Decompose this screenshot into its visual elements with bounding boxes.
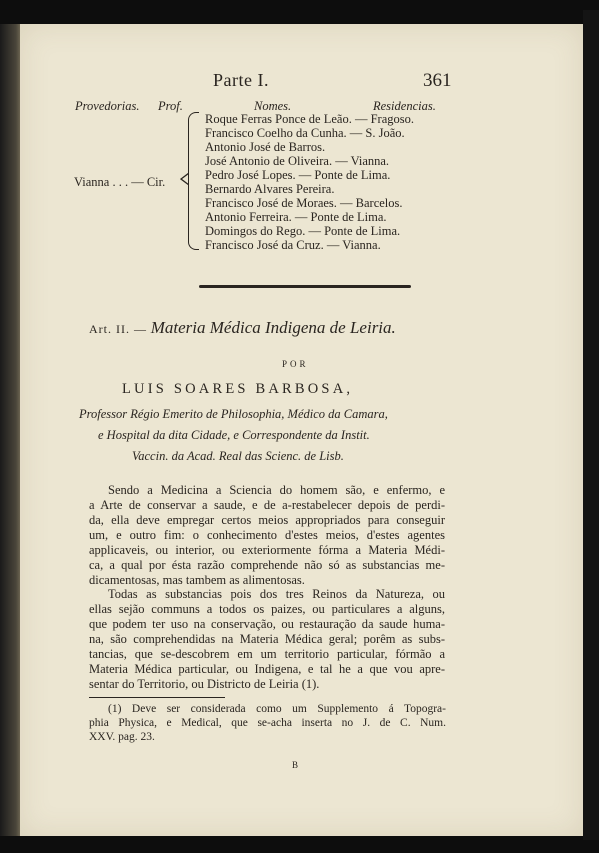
table-row: Domingos do Rego. — Ponte de Lima.: [205, 224, 401, 238]
body-line: Materia Médica particular, ou Indigena, e tal he a que vou apre-: [89, 662, 445, 676]
page-number: 361: [423, 70, 452, 91]
col-header-nomes: Nomes.: [254, 99, 292, 113]
body-line: que podem ter uso na conservação, ou restauração da saude huma-: [89, 617, 445, 631]
body-line: dicamentosas, mas tambem as alimentosas.: [89, 573, 305, 587]
body-line: applicaveis, ou interior, ou exteriormente fórma a Materia Médi-: [89, 543, 445, 557]
col-header-residencias: Residencias.: [373, 99, 436, 113]
article-heading: [89, 318, 396, 338]
running-head: Parte I.: [213, 70, 269, 90]
body-line: da, ella deve empregar certos meios appropriados para conseguir: [89, 513, 445, 527]
table-row: Francisco José de Moraes. — Barcelos.: [205, 196, 403, 210]
body-line: a Arte de conservar a saude, e de a-restabelecer depois de perdi-: [89, 498, 445, 512]
table-row: José Antonio de Oliveira. — Vianna.: [205, 154, 390, 168]
byline-por: POR: [282, 359, 309, 369]
brace-bracket: [188, 112, 199, 250]
body-line: Sendo a Medicina a Sciencia do homem são, e enfermo, e: [108, 483, 445, 497]
region-label: Vianna . . . — Cir.: [74, 175, 166, 189]
brace-tip-icon: [180, 173, 189, 185]
signature-mark: B: [292, 760, 299, 770]
table-row: Roque Ferras Ponce de Leão. — Fragoso.: [205, 112, 414, 126]
body-line: ellas sejão communs a todos os paizes, ou particulares a alguns,: [89, 602, 445, 616]
article-title: Materia Médica Indigena de Leiria.: [150, 318, 396, 337]
affiliation-line: Professor Régio Emerito de Philosophia, Médico da Camara,: [79, 407, 388, 421]
footnote-line: (1) Deve ser considerada como um Supplemento á Topogra-: [108, 703, 446, 715]
book-spine-left: [0, 24, 20, 836]
col-header-prof: Prof.: [158, 99, 183, 113]
table-row: Pedro José Lopes. — Ponte de Lima.: [205, 168, 391, 182]
body-line: na, são comprehendidas na Materia Médica geral; porêm as subs-: [89, 632, 445, 646]
table-row: Bernardo Alvares Pereira.: [205, 182, 335, 196]
body-line: sentar do Territorio, ou Districto de Leiria (1).: [89, 677, 320, 691]
table-row: Antonio José de Barros.: [205, 140, 326, 154]
footnote-rule: [89, 697, 225, 698]
body-line: um, e outro fim: o conhecimento d'estes meios, d'estes agentes: [89, 528, 445, 542]
author-name: LUIS SOARES BARBOSA,: [122, 381, 354, 397]
body-line: Todas as substancias pois dos tres Reinos da Natureza, ou: [108, 587, 445, 601]
body-line: ca, a qual por ésta razão comprehende não só as substancias me-: [89, 558, 445, 572]
article-label: Art. II. —: [89, 322, 147, 336]
footnote-line: phia Physica, e Medical, que se-acha inserta no J. de C. Num.: [89, 717, 446, 729]
section-divider: [199, 285, 411, 288]
table-row: Francisco José da Cruz. — Vianna.: [205, 238, 381, 252]
table-row: Francisco Coelho da Cunha. — S. João.: [205, 126, 405, 140]
affiliation-line: e Hospital da dita Cidade, e Correspondente da Instit.: [98, 428, 370, 442]
footnote-line: XXV. pag. 23.: [89, 731, 155, 743]
affiliation-line: Vaccin. da Acad. Real das Scienc. de Lisb.: [132, 449, 344, 463]
body-line: tancias, que se-descobrem em um territorio particular, fórmão a: [89, 647, 445, 661]
col-header-provedorias: Provedorias.: [75, 99, 140, 113]
book-edge-right: [583, 10, 599, 840]
table-row: Antonio Ferreira. — Ponte de Lima.: [205, 210, 387, 224]
